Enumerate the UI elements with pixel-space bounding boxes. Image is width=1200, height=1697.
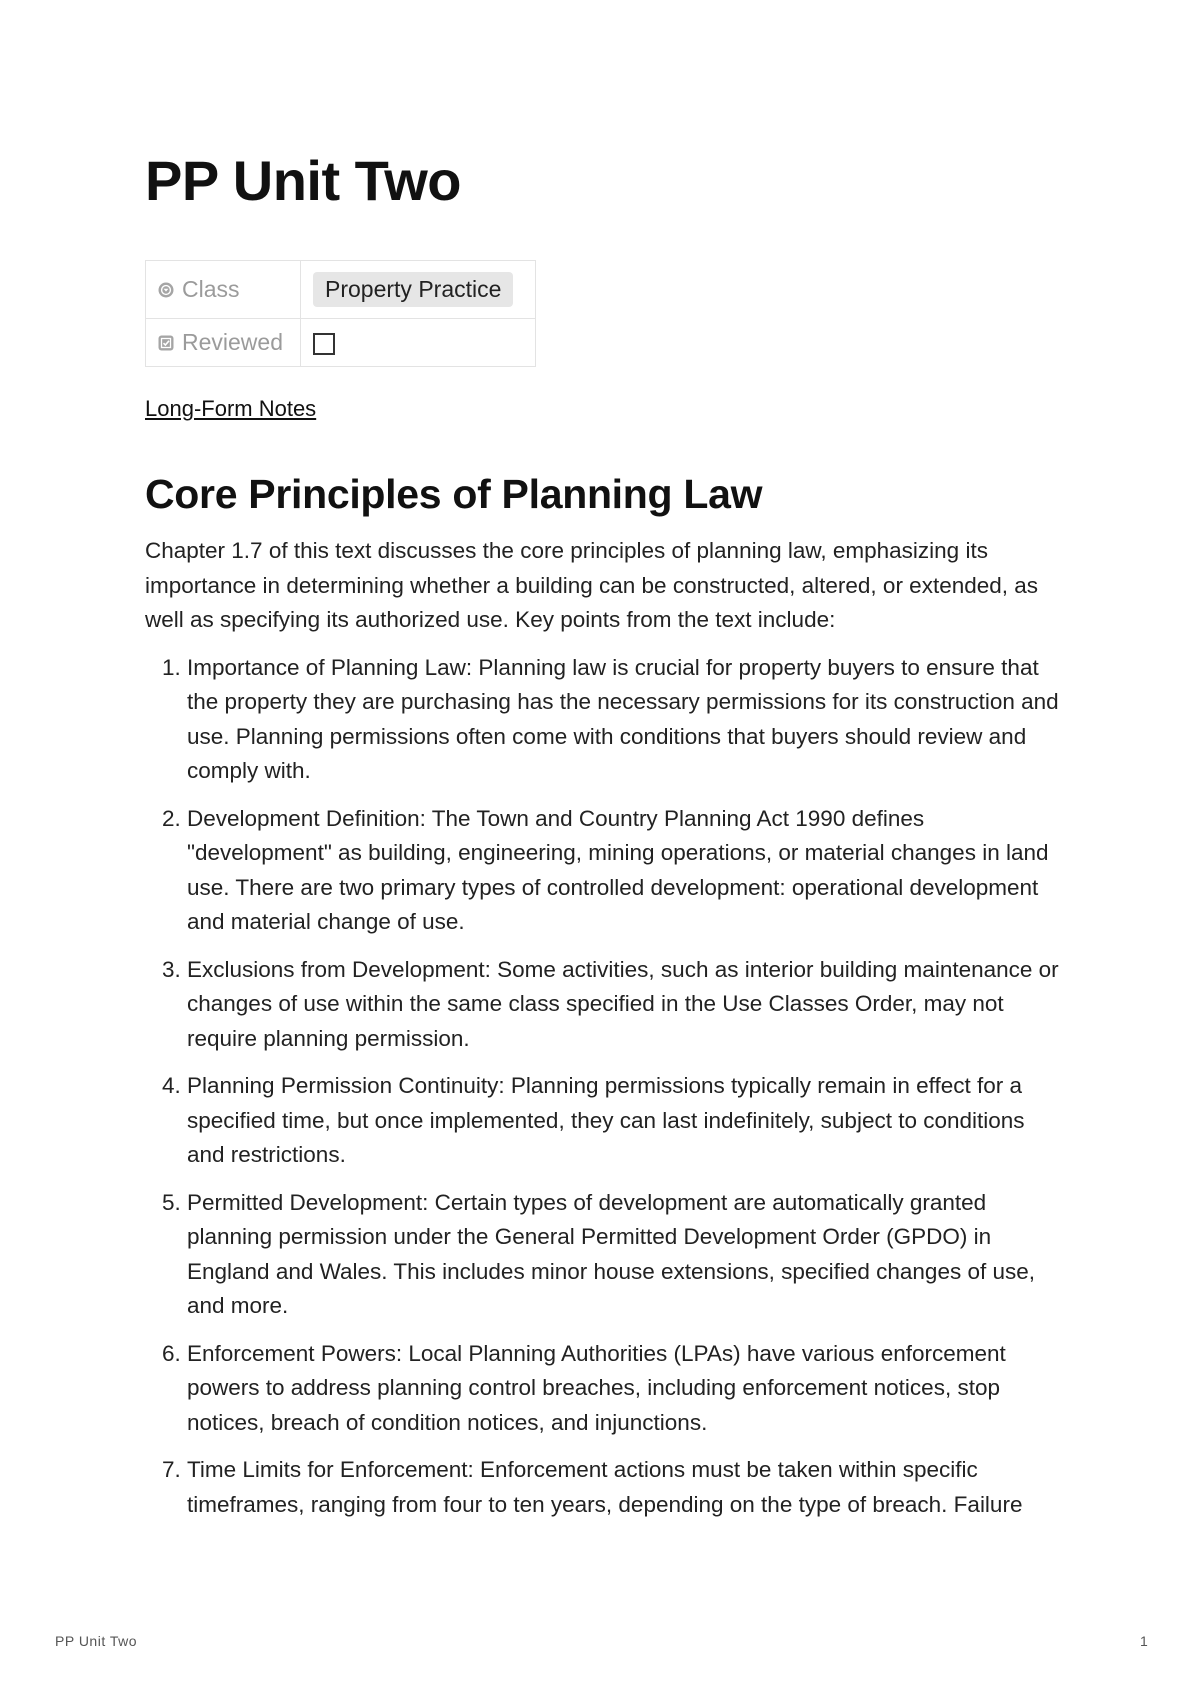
list-item: 3. Exclusions from Development: Some activities, such as interior building maintenance or changes of use within the same class specified in the Use Classes Order, may not require planning permission. xyxy=(187,953,1065,1057)
intro-paragraph: Chapter 1.7 of this text discusses the core principles of planning law, emphasizing its importance in determining whether a building can be constructed, altered, or extended, as well as specifying its authorized use. Key points from the text include: xyxy=(145,538,1039,632)
section-heading: Core Principles of Planning Law xyxy=(145,471,763,517)
footer-title: PP Unit Two xyxy=(55,1633,138,1649)
footer-page-number: 1 xyxy=(1140,1633,1148,1649)
property-row-reviewed xyxy=(146,319,536,367)
class-tag[interactable]: Property Practice xyxy=(313,272,513,307)
select-icon xyxy=(158,282,174,298)
property-label-reviewed: Reviewed xyxy=(182,329,283,355)
list-item: 4. Planning Permission Continuity: Planning permissions typically remain in effect for a specified time, but once implemented, they can last indefinitely, subject to conditions and restrictions. xyxy=(187,1069,1065,1173)
checkbox-property-icon xyxy=(158,335,174,351)
list-item: 6. Enforcement Powers: Local Planning Authorities (LPAs) have various enforcement powers to address planning control breaches, including enforcement notices, stop notices, breach of condition notices, and injunctions. xyxy=(187,1337,1065,1441)
property-value-reviewed xyxy=(301,319,536,367)
list-item: 5. Permitted Development: Certain types of development are automatically granted planning permission under the General Permitted Development Order (GPDO) in England and Wales. This includes minor house extensions, specified changes of use, and more. xyxy=(187,1186,1065,1324)
property-name-class xyxy=(146,261,301,319)
property-row-class xyxy=(146,261,536,319)
key-points-list xyxy=(145,651,1065,1523)
list-item: 2. Development Definition: The Town and Country Planning Act 1990 defines "development" as building, engineering, mining operations, or material changes in land use. There are two primary types of controlled development: operational development and material change of use. xyxy=(187,802,1065,940)
property-name-reviewed xyxy=(146,319,301,367)
property-value-class[interactable] xyxy=(301,261,536,319)
list-item: 7. Time Limits for Enforcement: Enforcement actions must be taken within specific timeframes, ranging from four to ten years, depending on the type of breach. Failure xyxy=(187,1453,1065,1522)
property-label-class: Class xyxy=(182,276,240,302)
section-content xyxy=(145,534,1065,1535)
properties-table xyxy=(145,260,536,367)
page-title: PP Unit Two xyxy=(145,149,461,212)
list-item: 1. Importance of Planning Law: Planning law is crucial for property buyers to ensure that the property they are purchasing has the necessary permissions for its construction and use. Planning permissions often come with conditions that buyers should review and comply with. xyxy=(187,651,1065,789)
long-form-notes-link[interactable]: Long-Form Notes xyxy=(145,396,317,421)
reviewed-checkbox[interactable] xyxy=(313,333,335,355)
